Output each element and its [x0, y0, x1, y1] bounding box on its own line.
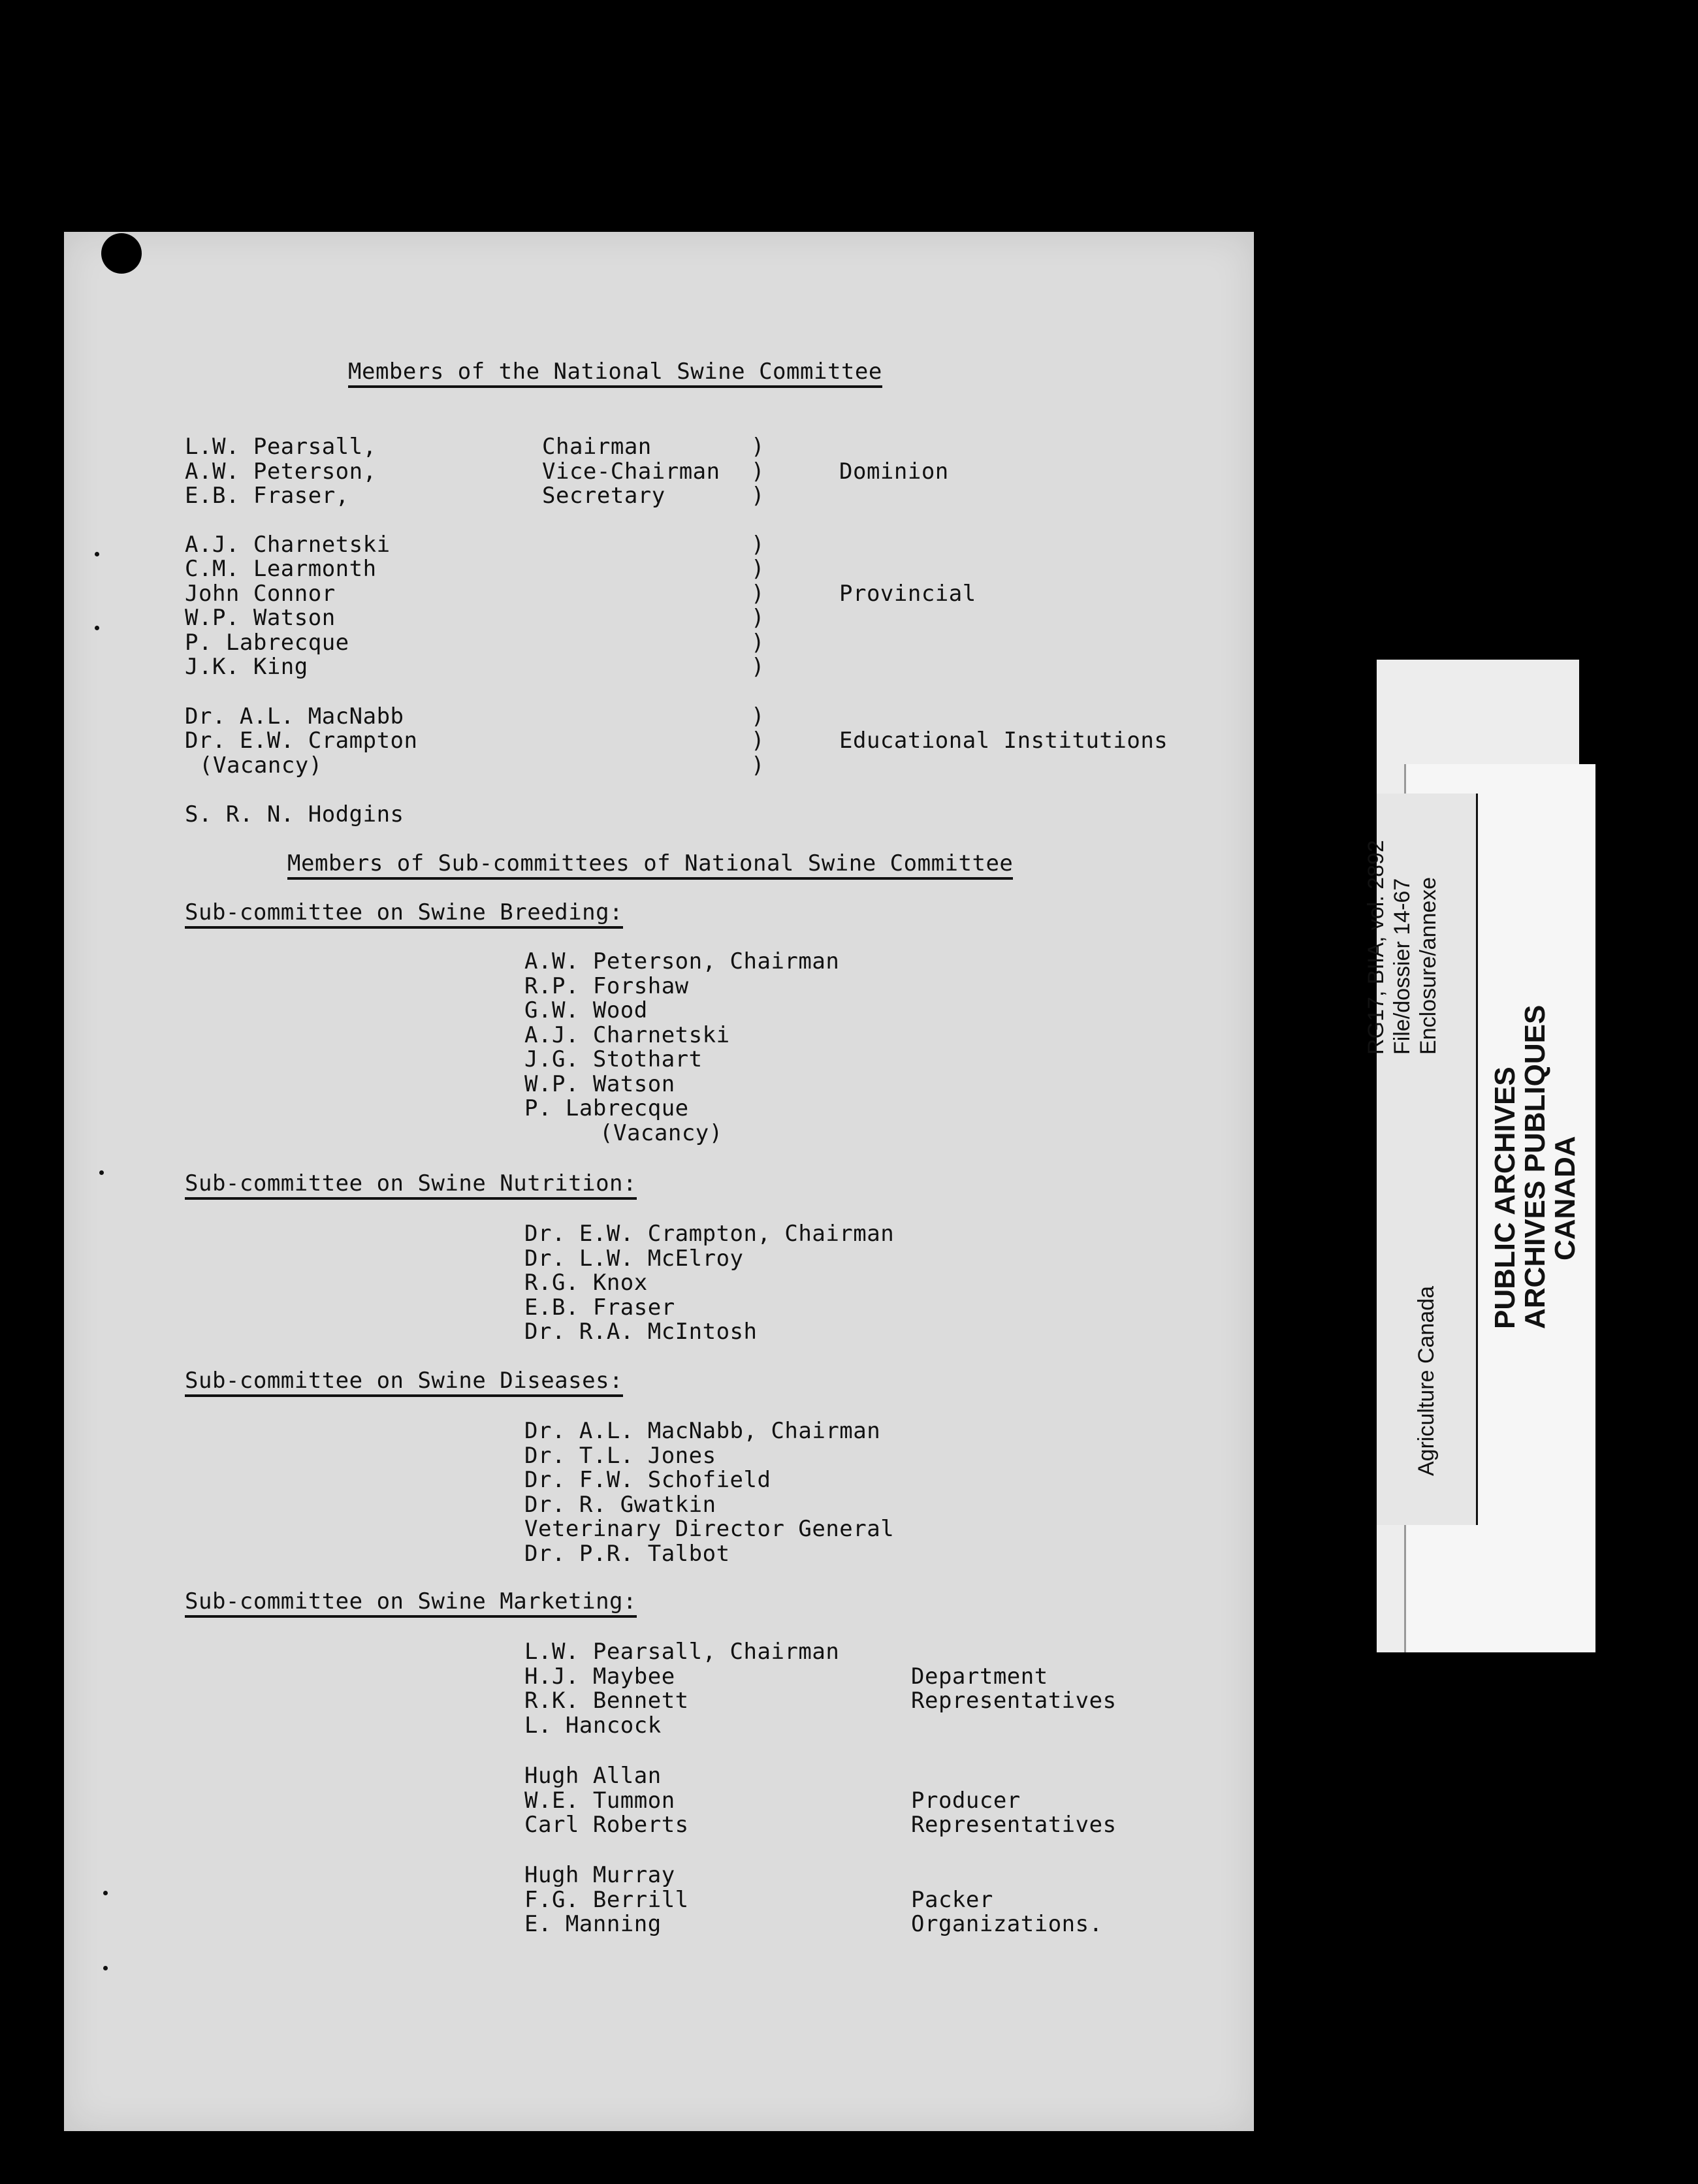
member-name: (Vacancy): [199, 752, 323, 779]
group-label-provincial: Provincial: [839, 581, 976, 607]
bracket: ): [751, 458, 765, 485]
list-item: Dr. T.L. Jones: [524, 1443, 716, 1469]
list-item: R.G. Knox: [524, 1270, 648, 1296]
list-item: L. Hancock: [524, 1712, 662, 1739]
group-label: Packer: [911, 1887, 993, 1913]
bracket: ): [751, 630, 765, 656]
section-heading-diseases: Sub-committee on Swine Diseases:: [185, 1368, 623, 1397]
bracket: ): [751, 654, 765, 680]
member-name: Dr. A.L. MacNabb: [185, 703, 404, 730]
group-label-dominion: Dominion: [839, 458, 949, 485]
page-title: Members of the National Swine Committee: [348, 359, 882, 388]
list-item: E.B. Fraser: [524, 1294, 675, 1321]
speck: [99, 1170, 104, 1175]
reference-line: RG17, BIIA, vol. 2892: [1364, 840, 1388, 1055]
list-item: R.K. Bennett: [524, 1688, 689, 1714]
section-heading-nutrition: Sub-committee on Swine Nutrition:: [185, 1171, 637, 1200]
list-item: F.G. Berrill: [524, 1887, 689, 1913]
member-name: A.J. Charnetski: [185, 532, 391, 558]
member-name: C.M. Learmonth: [185, 556, 377, 582]
archives-name: CANADA: [1549, 1136, 1581, 1261]
list-item: R.P. Forshaw: [524, 973, 689, 999]
bracket: ): [751, 728, 765, 754]
bracket: ): [751, 532, 765, 558]
member-name: S. R. N. Hodgins: [185, 801, 404, 827]
member-role: Vice-Chairman: [542, 458, 720, 485]
speck: [95, 552, 99, 556]
bracket: ): [751, 605, 765, 631]
member-name: A.W. Peterson,: [185, 458, 377, 485]
group-label: Department: [911, 1663, 1048, 1690]
group-label-educational: Educational Institutions: [839, 728, 1168, 754]
list-item: Veterinary Director General: [524, 1516, 895, 1542]
list-item: A.W. Peterson, Chairman: [524, 948, 840, 974]
speck: [103, 1966, 108, 1970]
member-name: Dr. E.W. Crampton: [185, 728, 418, 754]
bracket: ): [751, 434, 765, 460]
department-label: Agriculture Canada: [1414, 1285, 1439, 1476]
member-name: W.P. Watson: [185, 605, 336, 631]
section-heading-marketing: Sub-committee on Swine Marketing:: [185, 1589, 637, 1618]
group-label: Representatives: [911, 1812, 1117, 1838]
list-item: L.W. Pearsall, Chairman: [524, 1639, 840, 1665]
list-item: (Vacancy): [600, 1120, 723, 1146]
list-item: J.G. Stothart: [524, 1046, 703, 1072]
bracket: ): [751, 703, 765, 730]
bracket: ): [751, 752, 765, 779]
group-label: Organizations.: [911, 1911, 1103, 1937]
punch-hole: [101, 233, 142, 274]
member-role: Secretary: [542, 483, 665, 509]
reference-line: File/dossier 14-67: [1390, 878, 1415, 1055]
list-item: W.E. Tummon: [524, 1788, 675, 1814]
list-item: A.J. Charnetski: [524, 1022, 730, 1048]
subtitle: Members of Sub-committees of National Swine Committee: [287, 851, 1013, 880]
list-item: H.J. Maybee: [524, 1663, 675, 1690]
list-item: Hugh Murray: [524, 1862, 675, 1888]
speck: [95, 626, 99, 630]
list-item: G.W. Wood: [524, 997, 648, 1023]
list-item: Dr. E.W. Crampton, Chairman: [524, 1221, 895, 1247]
list-item: Dr. P.R. Talbot: [524, 1541, 730, 1567]
archives-name: ARCHIVES PUBLIQUES: [1519, 1004, 1551, 1329]
member-name: J.K. King: [185, 654, 308, 680]
member-name: E.B. Fraser,: [185, 483, 349, 509]
list-item: Dr. R. Gwatkin: [524, 1492, 716, 1518]
bracket: ): [751, 483, 765, 509]
section-heading-breeding: Sub-committee on Swine Breeding:: [185, 900, 623, 929]
list-item: W.P. Watson: [524, 1071, 675, 1097]
bracket: ): [751, 581, 765, 607]
member-name: L.W. Pearsall,: [185, 434, 377, 460]
member-role: Chairman: [542, 434, 652, 460]
speck: [103, 1891, 108, 1895]
group-label: Representatives: [911, 1688, 1117, 1714]
member-name: John Connor: [185, 581, 336, 607]
list-item: Dr. L.W. McElroy: [524, 1245, 744, 1272]
member-name: P. Labrecque: [185, 630, 349, 656]
reference-line: Enclosure/annexe: [1416, 876, 1441, 1055]
list-item: Hugh Allan: [524, 1763, 662, 1789]
group-label: Producer: [911, 1788, 1021, 1814]
list-item: Dr. F.W. Schofield: [524, 1467, 771, 1493]
list-item: Carl Roberts: [524, 1812, 689, 1838]
archives-name: PUBLIC ARCHIVES: [1489, 1067, 1521, 1329]
bracket: ): [751, 556, 765, 582]
list-item: P. Labrecque: [524, 1095, 689, 1121]
list-item: Dr. A.L. MacNabb, Chairman: [524, 1418, 881, 1444]
list-item: Dr. R.A. McIntosh: [524, 1319, 758, 1345]
list-item: E. Manning: [524, 1911, 662, 1937]
